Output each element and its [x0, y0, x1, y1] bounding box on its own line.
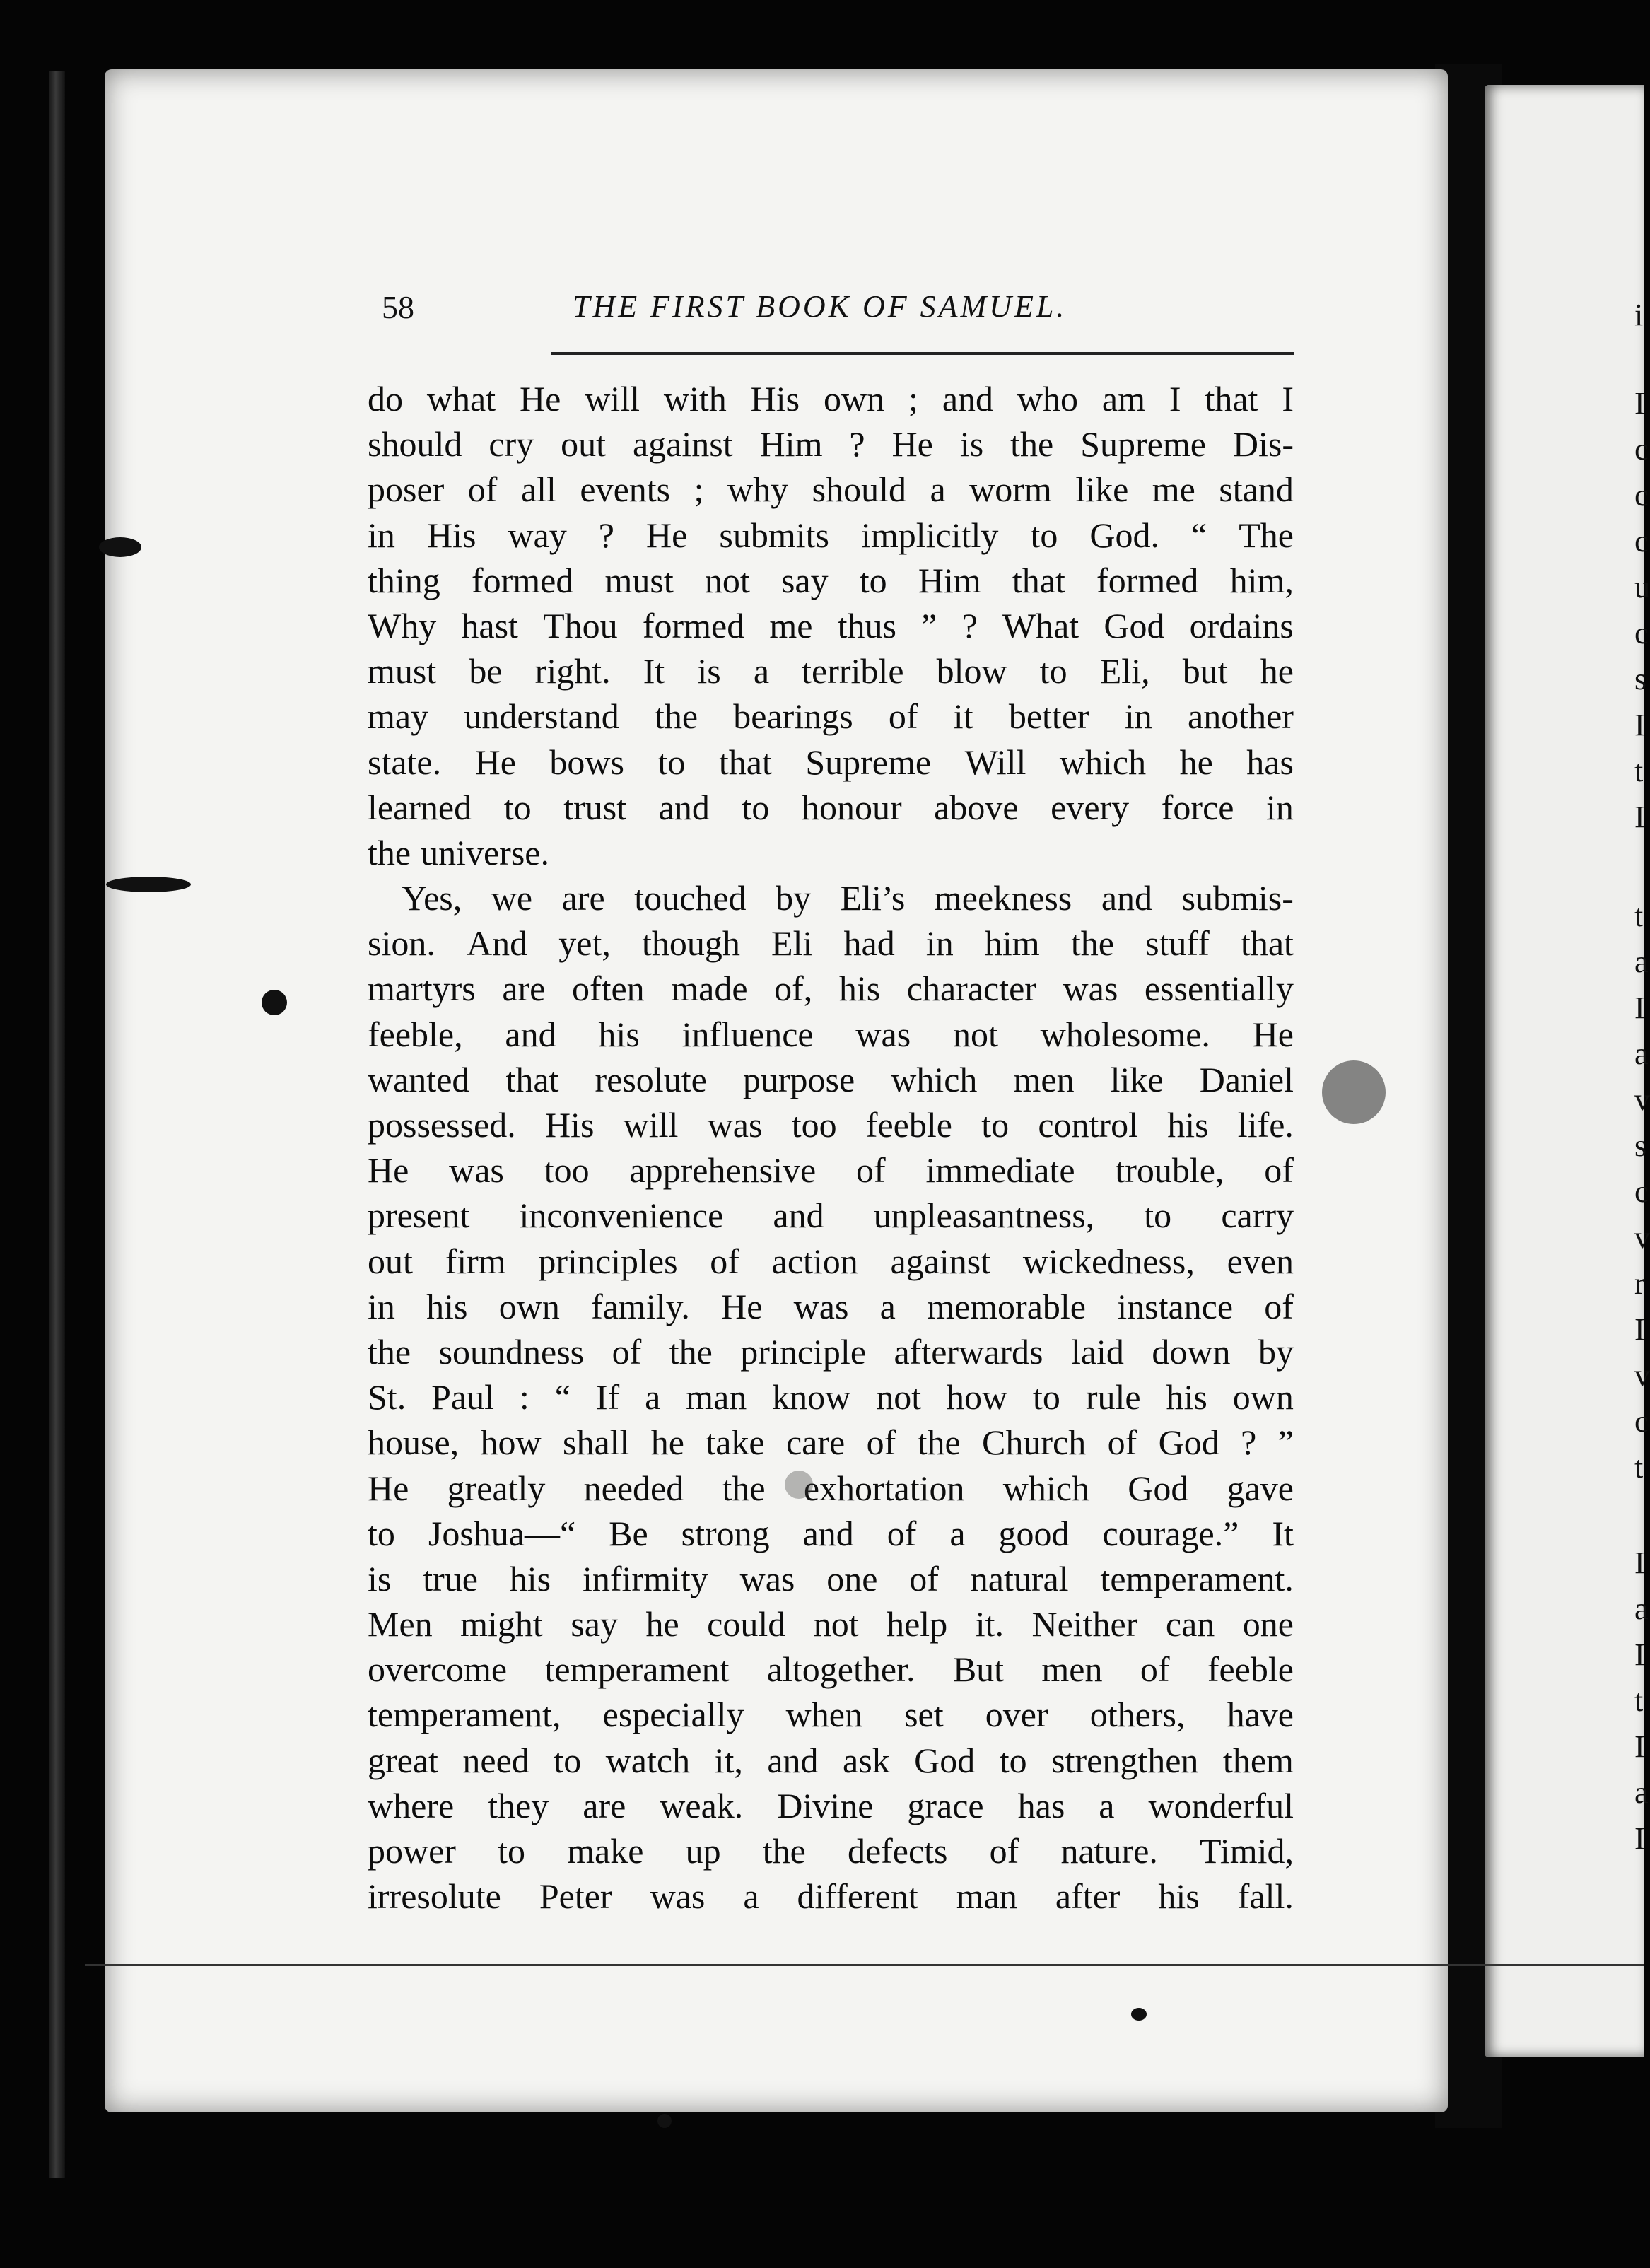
text-line: possessed. His will was too feeble to control his life. — [368, 1105, 1294, 1145]
text-line: Yes, we are touched by Eli’s meekness and submis- — [402, 878, 1294, 918]
text-line: do what He will with His own ; and who am I that I — [368, 379, 1294, 419]
header-rule — [551, 352, 1294, 355]
next-page-fragment: t — [1634, 1683, 1644, 1718]
next-page-fragment: I — [1634, 1545, 1645, 1580]
next-page-fragment: a — [1634, 1036, 1649, 1071]
text-line: the universe. — [368, 832, 549, 872]
text-line: temperament, especially when set over others, have — [368, 1695, 1294, 1735]
text-line: out firm principles of action against wickedness, even — [368, 1241, 1294, 1281]
text-line: must be right. It is a terrible blow to Eli, but he — [368, 651, 1294, 691]
text-line: may understand the bearings of it better in another — [368, 696, 1294, 737]
text-line: poser of all events ; why should a worm like me stand — [368, 469, 1294, 510]
next-page-fragment: I — [1634, 1312, 1645, 1347]
next-page-fragment: c — [1634, 616, 1649, 650]
text-line: house, how shall he take care of the Church of God ? ” — [368, 1422, 1294, 1463]
text-line: power to make up the defects of nature. Timid, — [368, 1831, 1294, 1871]
next-page-fragment: c — [1634, 478, 1649, 513]
next-page-fragment: v — [1634, 1220, 1650, 1255]
next-page-fragment: I — [1634, 1637, 1645, 1672]
scan-speck — [657, 2114, 672, 2128]
text-line: where they are weak. Divine grace has a wonderful — [368, 1785, 1294, 1825]
text-line: the soundness of the principle afterwards laid down by — [368, 1331, 1294, 1372]
running-head: THE FIRST BOOK OF SAMUEL. — [573, 289, 1067, 324]
next-page-fragment: r — [1634, 1266, 1645, 1301]
text-line: martyrs are often made of, his character was essentially — [368, 969, 1294, 1009]
next-page-fragment: i — [1634, 298, 1644, 332]
text-line: He was too apprehensive of immediate trouble, of — [368, 1150, 1294, 1191]
text-line: Men might say he could not help it. Neither can one — [368, 1604, 1294, 1644]
next-page-fragment: I — [1634, 708, 1645, 742]
next-page-fragment: s — [1634, 662, 1647, 696]
next-page-fragment: t — [1634, 1450, 1644, 1485]
scan-blot — [1322, 1060, 1386, 1124]
next-page-fragment: c — [1634, 1174, 1649, 1209]
next-page-fragment: a — [1634, 1775, 1649, 1810]
text-line: irresolute Peter was a different man after his fall. — [368, 1876, 1294, 1917]
next-page-fragment: a — [1634, 945, 1649, 979]
text-line: in his own family. He was a memorable instance of — [368, 1286, 1294, 1326]
text-line: state. He bows to that Supreme Will which he has — [368, 742, 1294, 782]
text-line: St. Paul : “ If a man know not how to rule his own — [368, 1377, 1294, 1418]
text-line: present inconvenience and unpleasantness, to carry — [368, 1196, 1294, 1236]
book-spine-edge — [49, 71, 65, 2178]
next-page-fragment: c — [1634, 524, 1649, 559]
next-page-fragment: u — [1634, 570, 1650, 604]
next-page-fragment: I — [1634, 1821, 1645, 1856]
scan-speck — [106, 877, 191, 892]
text-line: He greatly needed the exhortation which God gave — [368, 1468, 1294, 1508]
next-page-fragment: v — [1634, 1358, 1650, 1393]
text-line: overcome temperament altogether. But men of feeble — [368, 1649, 1294, 1690]
text-line: should cry out against Him ? He is the Supreme Dis- — [368, 424, 1294, 464]
next-page-fragment: a — [1634, 1591, 1649, 1626]
text-line: Why hast Thou formed me thus ” ? What God ordains — [368, 605, 1294, 645]
scan-blot — [785, 1471, 813, 1499]
body-text — [368, 376, 1294, 1919]
scan-speck — [99, 537, 141, 557]
page-header — [382, 288, 1294, 345]
text-line: to Joshua—“ Be strong and of a good courage.” It — [368, 1513, 1294, 1553]
next-page-fragment: I — [1634, 1729, 1645, 1764]
page-number: 58 — [382, 289, 414, 325]
scan-speck — [262, 990, 287, 1015]
text-line: feeble, and his influence was not wholesome. He — [368, 1014, 1294, 1054]
next-page-fragment: I — [1634, 800, 1645, 834]
scan-speck — [1131, 2008, 1147, 2021]
next-page-fragment: v — [1634, 1082, 1650, 1117]
next-page-fragment: I — [1634, 386, 1645, 421]
text-line: learned to trust and to honour above every force in — [368, 787, 1294, 827]
next-page-fragment: s — [1634, 1128, 1647, 1163]
text-line: in His way ? He submits implicitly to God. “ The — [368, 515, 1294, 555]
next-page-fragment: c — [1634, 1404, 1649, 1439]
text-line: is true his infirmity was one of natural temperament. — [368, 1558, 1294, 1598]
text-line: great need to watch it, and ask God to strengthen them — [368, 1740, 1294, 1780]
text-line: thing formed must not say to Him that formed him, — [368, 560, 1294, 600]
next-page-fragment: t — [1634, 754, 1644, 788]
next-page-edge — [1485, 85, 1647, 2057]
next-page-fragment: I — [1634, 990, 1645, 1025]
scan-bottom-line — [85, 1964, 1644, 1966]
next-page-fragment: t — [1634, 899, 1644, 933]
next-page-fragment: c — [1634, 432, 1649, 467]
text-line: wanted that resolute purpose which men like Daniel — [368, 1059, 1294, 1099]
text-line: sion. And yet, though Eli had in him the stuff that — [368, 923, 1294, 964]
